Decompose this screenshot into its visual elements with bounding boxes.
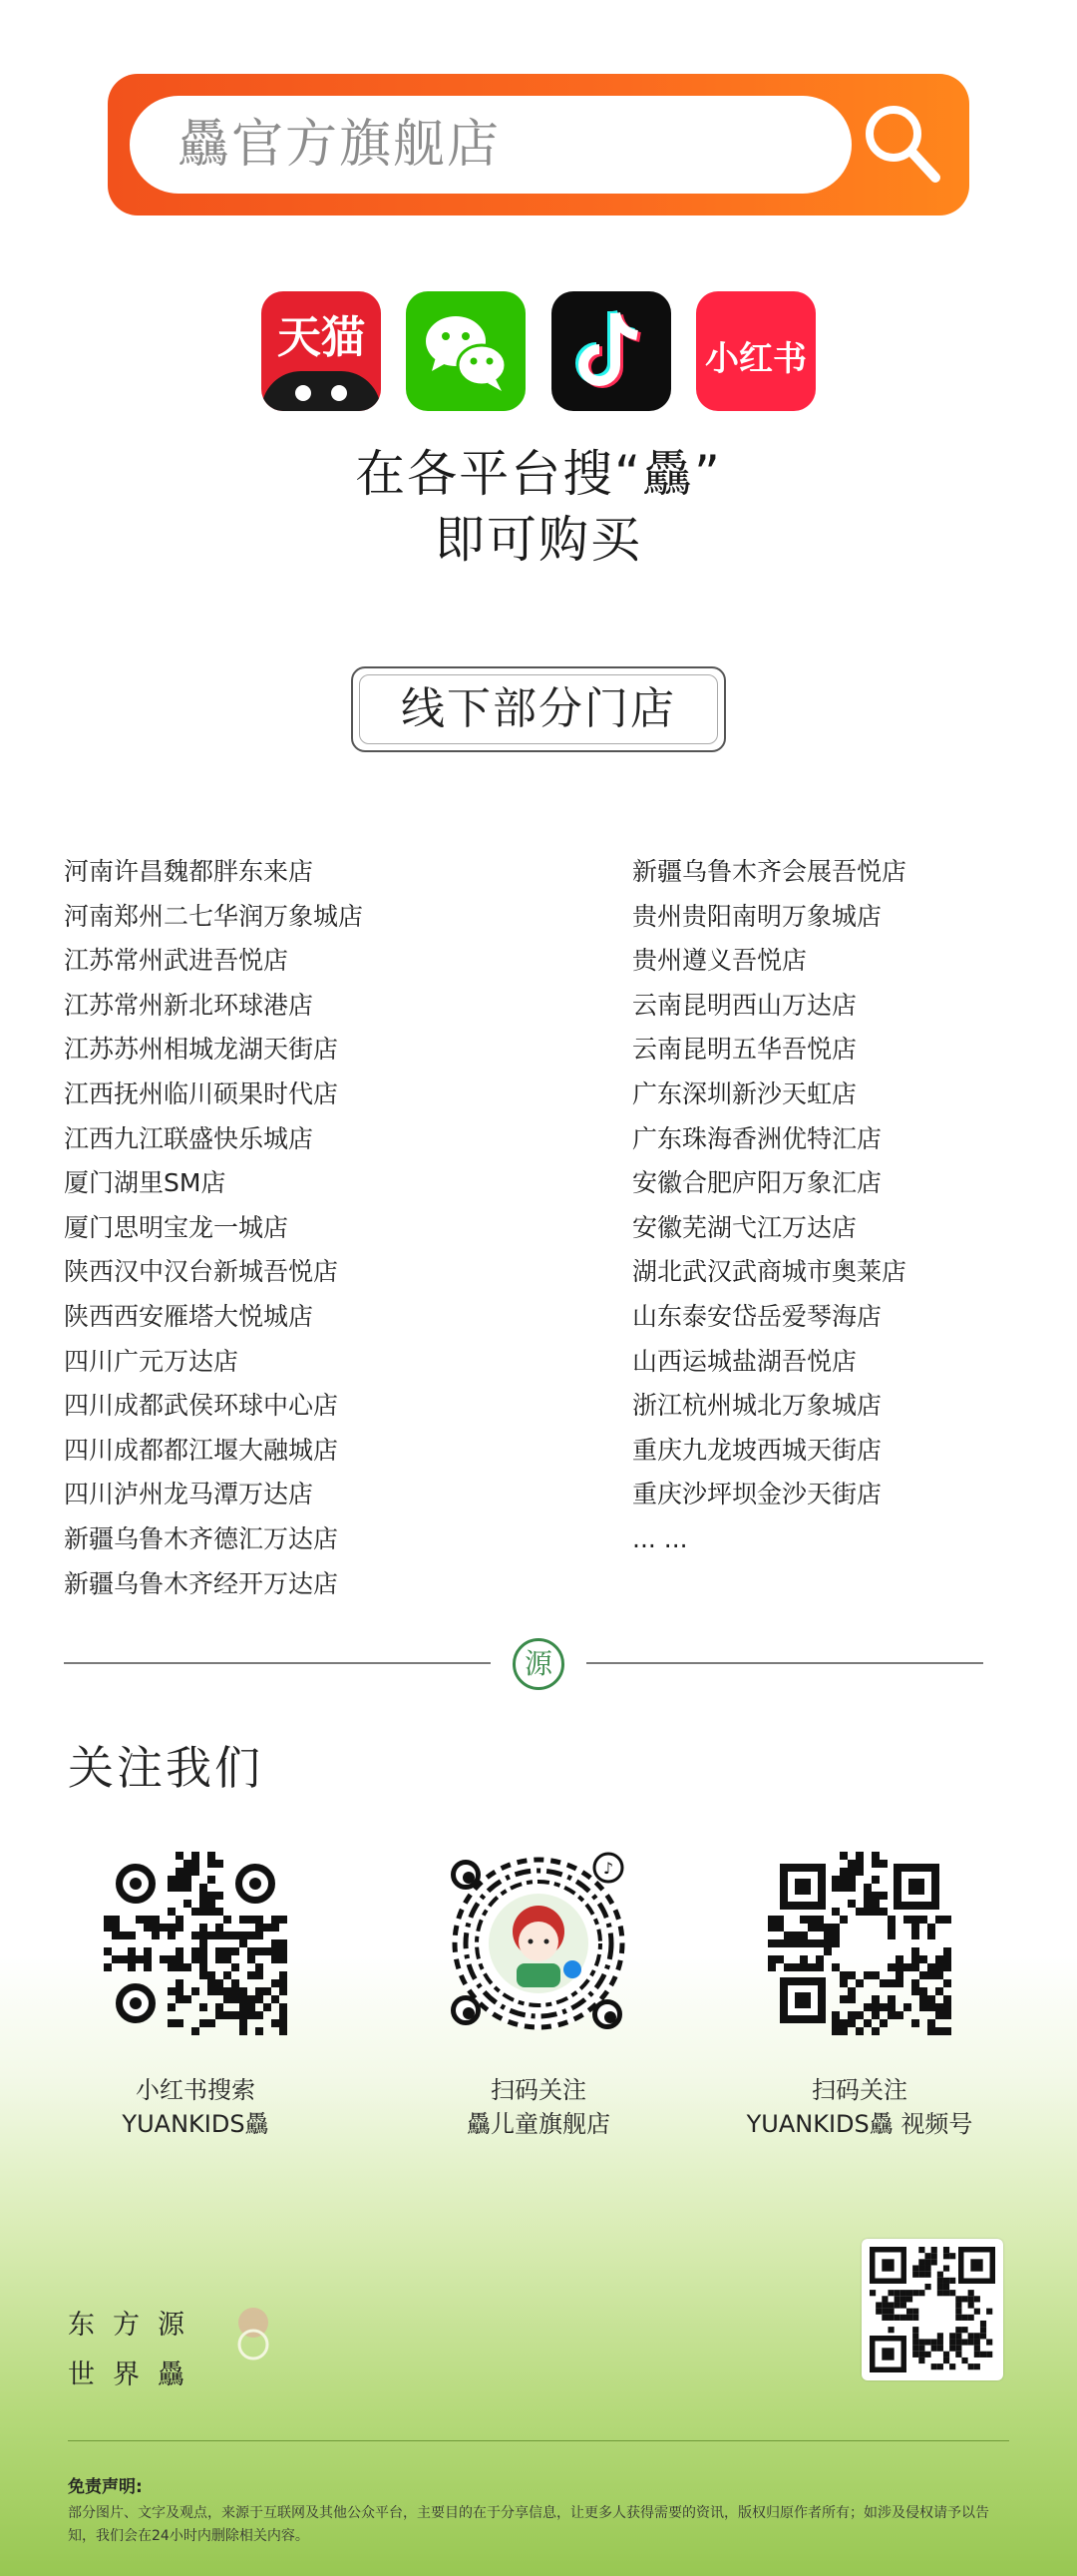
offline-stores-heading: 线下部分门店 (351, 666, 726, 752)
qr-caption (720, 2073, 999, 2141)
svg-text:♪: ♪ (602, 1859, 614, 1878)
store-item: 江西九江联盛快乐城店 (64, 1123, 314, 1153)
qr-code-xiaohongshu[interactable] (104, 1852, 287, 2035)
store-item: 四川泸州龙马潭万达店 (64, 1480, 314, 1509)
search-tagline (0, 441, 1077, 573)
store-item: 江苏苏州相城龙湖天街店 (64, 1035, 339, 1065)
store-list-right (632, 850, 906, 1562)
store-item: 江西抚州临川硕果时代店 (64, 1078, 339, 1108)
store-item: 厦门湖里SM店 (64, 1168, 226, 1198)
store-item: 四川成都都江堰大融城店 (64, 1435, 339, 1465)
store-item: 四川成都武侯环球中心店 (64, 1391, 339, 1421)
search-input[interactable]: 驫官方旗舰店 (130, 96, 852, 194)
search-icon[interactable] (852, 94, 951, 194)
brand-line1: 东方源 (68, 2310, 202, 2341)
store-item: 江苏常州新北环球港店 (64, 990, 314, 1020)
follow-title: 关注我们 (68, 1741, 263, 1795)
store-item: 山东泰安岱岳爱琴海店 (632, 1301, 883, 1331)
store-item: 河南郑州二七华润万象城店 (64, 901, 364, 931)
xiaohongshu-icon[interactable]: 小红书 (696, 291, 816, 411)
store-item: 新疆乌鲁木齐会展吾悦店 (632, 857, 907, 886)
divider (64, 1662, 491, 1664)
store-item: 重庆九龙坡西城天街店 (632, 1435, 883, 1465)
qr-code-footer[interactable] (862, 2239, 1003, 2380)
qr-caption (96, 2073, 295, 2141)
tagline-line2: 即可购买 (435, 511, 642, 569)
tmall-icon[interactable]: 天猫 (261, 291, 381, 411)
store-item: 新疆乌鲁木齐德汇万达店 (64, 1523, 339, 1553)
search-bar (108, 74, 969, 215)
store-item: 浙江杭州城北万象城店 (632, 1391, 883, 1421)
store-item: 山西运城盐湖吾悦店 (632, 1346, 858, 1376)
brand-mark-icon (235, 2305, 271, 2368)
platform-icons (261, 291, 816, 411)
qr-caption-line2: YUANKIDS驫 视频号 (746, 2110, 973, 2138)
qr-card-douyin (439, 1852, 638, 2141)
disclaimer-body: 部分图片、文字及观点，来源于互联网及其他公众平台，主要目的在于分享信息，让更多人获得需要的资讯，版权归原作者所有；如涉及侵权请予以告知，我们会在24小时内删除相关内容。 (68, 2505, 989, 2544)
store-item: 湖北武汉武商城市奥莱店 (632, 1257, 907, 1287)
qr-code-douyin[interactable] (447, 1852, 630, 2035)
qr-caption-line1: 扫码关注 (491, 2076, 586, 2104)
store-item: 贵州遵义吾悦店 (632, 946, 808, 976)
store-item: 厦门思明宝龙一城店 (64, 1212, 289, 1242)
store-item: 安徽芜湖弋江万达店 (632, 1212, 858, 1242)
qr-code-video-channel[interactable] (768, 1852, 951, 2035)
qr-caption-line1: 扫码关注 (812, 2076, 907, 2104)
store-item: 广东深圳新沙天虹店 (632, 1078, 858, 1108)
qr-card-video (746, 1852, 973, 2141)
store-item: 新疆乌鲁木齐经开万达店 (64, 1568, 339, 1598)
store-item: 云南昆明西山万达店 (632, 990, 858, 1020)
divider (586, 1662, 983, 1664)
store-item: 安徽合肥庐阳万象汇店 (632, 1168, 883, 1198)
store-item: 广东珠海香洲优特汇店 (632, 1123, 883, 1153)
qr-card-xiaohongshu (96, 1852, 295, 2141)
footer-divider (68, 2440, 1009, 2441)
store-item: 河南许昌魏都胖东来店 (64, 857, 314, 886)
brand-slogan (68, 2301, 202, 2400)
store-item: 江苏常州武进吾悦店 (64, 946, 289, 976)
qr-caption (439, 2073, 638, 2141)
tagline-line1: 在各平台搜“驫” (355, 445, 722, 503)
qr-caption-line2: YUANKIDS驫 (122, 2110, 269, 2138)
store-item: 云南昆明五华吾悦店 (632, 1035, 858, 1065)
brand-line2: 世界驫 (68, 2360, 202, 2390)
qr-caption-line2: 驫儿童旗舰店 (467, 2110, 610, 2138)
store-item: 陕西汉中汉台新城吾悦店 (64, 1257, 339, 1287)
store-item: 重庆沙坪坝金沙天街店 (632, 1480, 883, 1509)
store-item: ... ... (632, 1523, 688, 1553)
store-item: 贵州贵阳南明万象城店 (632, 901, 883, 931)
store-list-left (64, 850, 363, 1606)
store-item: 四川广元万达店 (64, 1346, 239, 1376)
store-item: 陕西西安雁塔大悦城店 (64, 1301, 314, 1331)
qr-caption-line1: 小红书搜索 (136, 2076, 255, 2104)
wechat-icon[interactable] (406, 291, 526, 411)
brand-seal-icon: 源 (513, 1638, 564, 1690)
douyin-icon[interactable] (551, 291, 671, 411)
disclaimer-title: 免责声明: (68, 2477, 143, 2497)
